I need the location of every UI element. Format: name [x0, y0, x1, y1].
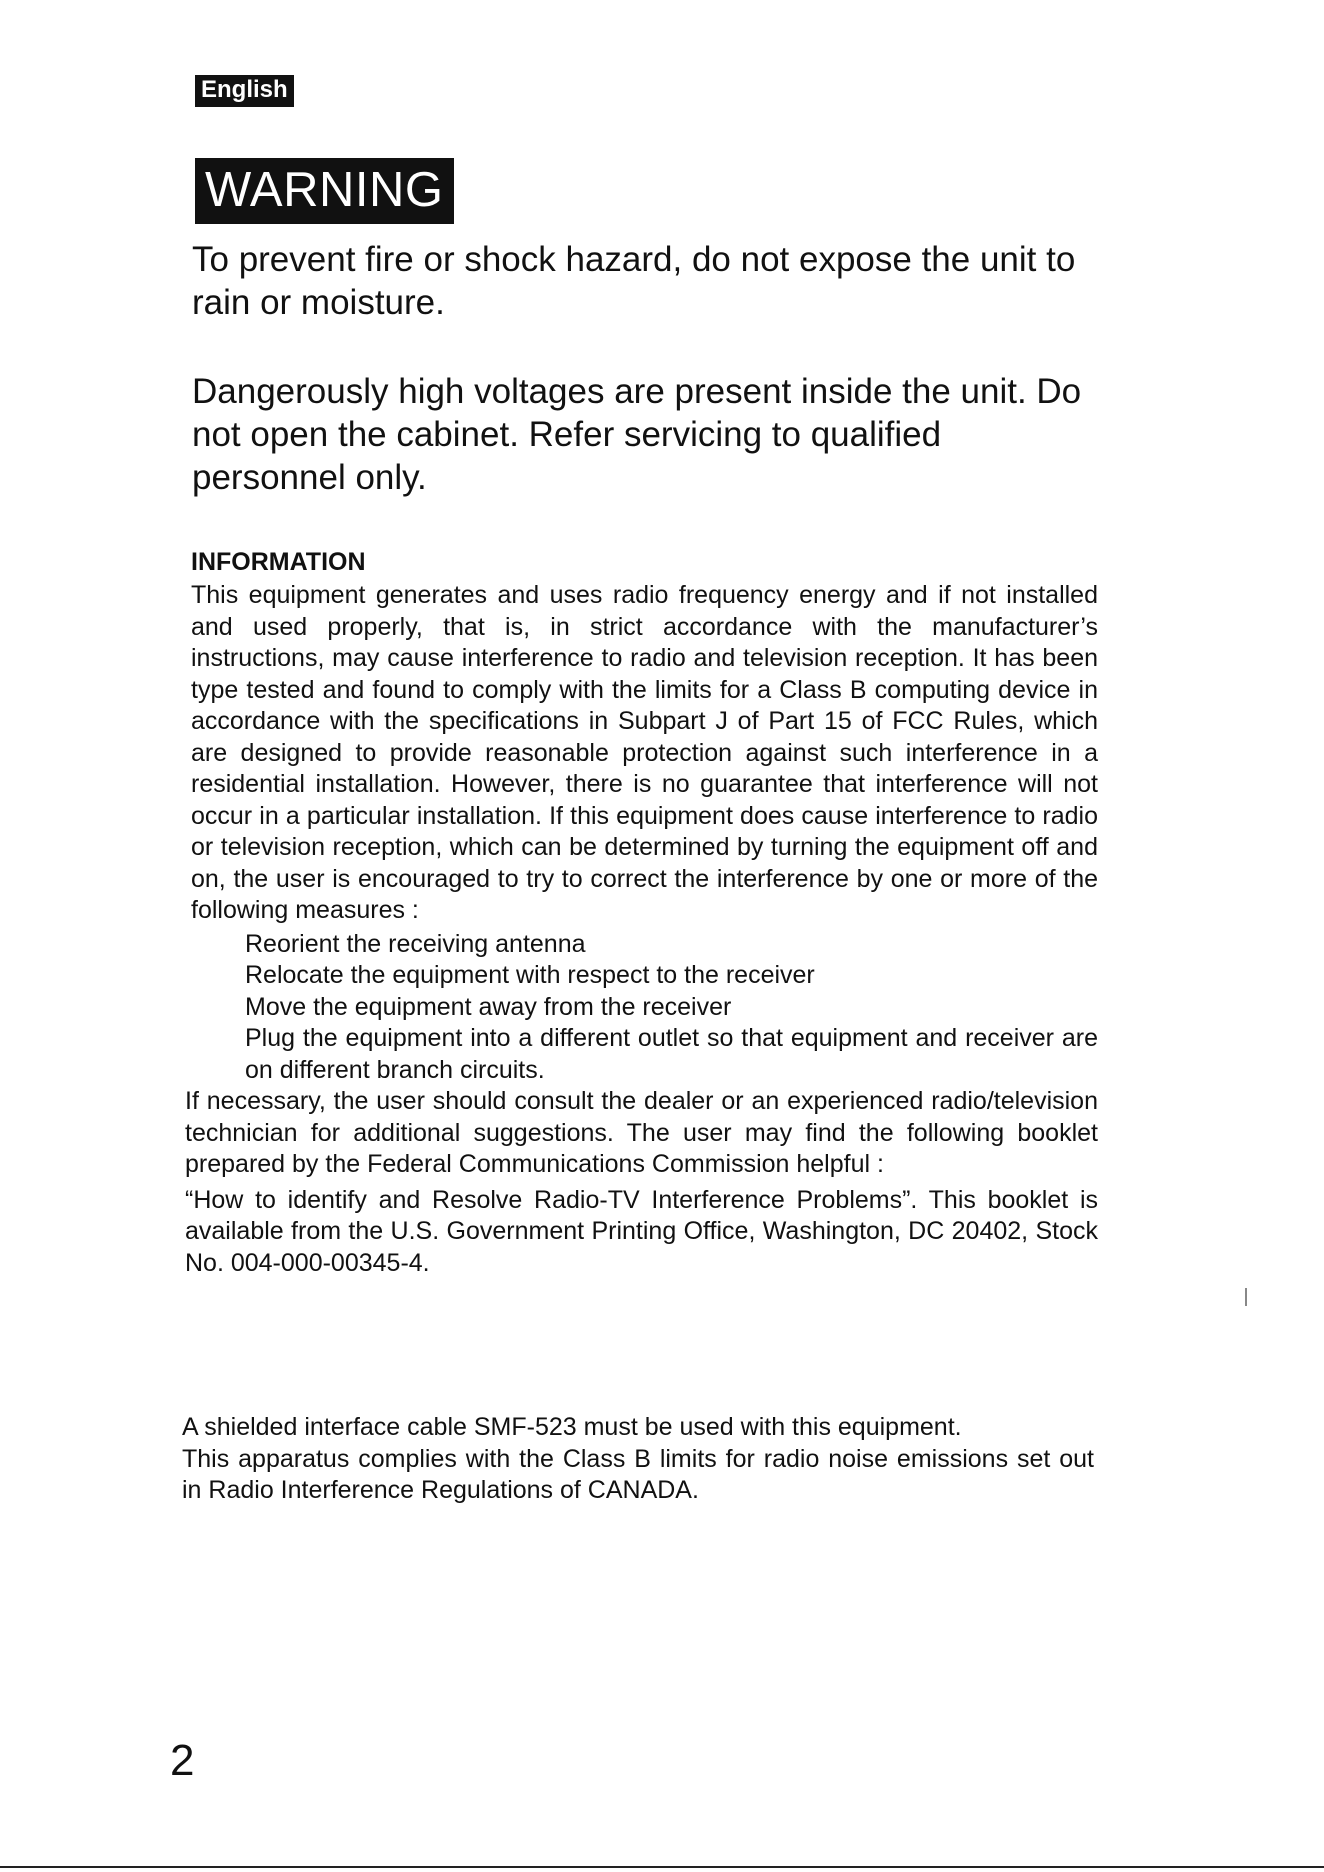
information-intro: This equipment generates and uses radio frequency energy and if not installed and used properly, that is, in strict accordance with the manufacturer’s instructions, may cause interference to radio and television reception. It has been type tested and found to comply with the limits for a Class B computing device in accordance with the specifications in Subpart J of Part 15 of FCC Rules, which are designed to provide reasonable protection against such interference in a residential installation. However, there is no guarantee that interference will not occur in a particular installation. If this equipment does cause interference to radio or television reception, which can be determined by turning the equipment off and on, the user is encouraged to try to correct the interference by one or more of the following measures : — [191, 581, 1098, 924]
measures-list — [183, 929, 1098, 1087]
warning-paragraph-fire: To prevent fire or shock hazard, do not expose the unit to rain or moisture. — [192, 240, 1076, 322]
information-section — [183, 546, 1098, 1279]
cable-notice — [182, 1412, 1094, 1507]
measure-item: Move the equipment away from the receiver — [245, 992, 732, 1021]
language-badge: English — [195, 75, 294, 107]
page-bottom-edge — [0, 1866, 1324, 1868]
booklet-paragraph: “How to identify and Resolve Radio-TV Interference Problems”. This booklet is available from the U.S. Government Printing Office, Washington, DC 20402, Stock No. 004-000-00345-4. — [185, 1185, 1098, 1277]
warning-badge: WARNING — [195, 158, 454, 224]
page-number: 2 — [170, 1736, 195, 1785]
scan-mark — [1245, 1288, 1247, 1306]
measure-item: Reorient the receiving antenna — [245, 929, 586, 958]
measure-item: Relocate the equipment with respect to the receiver — [245, 961, 815, 989]
warning-paragraph-voltage: Dangerously high voltages are present inside the unit. Do not open the cabinet. Refer servicing to qualified personnel only. — [192, 372, 1082, 497]
consult-paragraph: If necessary, the user should consult the dealer or an experienced radio/television technician for additional suggestions. The user may find the following booklet prepared by the Federal Communications Commission helpful : — [185, 1087, 1098, 1178]
information-heading: INFORMATION — [191, 548, 366, 576]
measure-item: Plug the equipment into a different outlet so that equipment and receiver are on different branch circuits. — [245, 1024, 1098, 1084]
cable-notice-line: A shielded interface cable SMF-523 must be used with this equipment. — [182, 1413, 962, 1441]
canada-notice-line: This apparatus complies with the Class B limits for radio noise emissions set out in Radio Interference Regulations of CANADA. — [182, 1444, 1094, 1504]
